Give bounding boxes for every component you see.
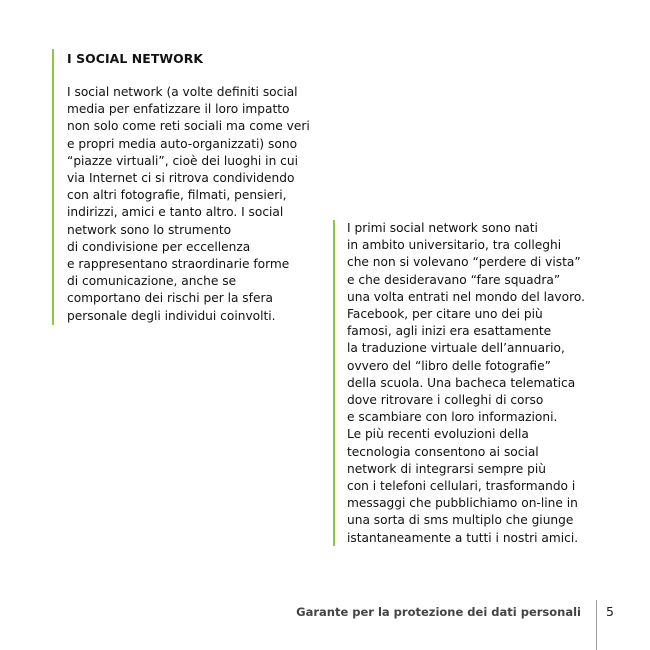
paragraph-line: non solo come reti sociali ma come veri xyxy=(67,119,310,134)
intro-paragraph xyxy=(67,84,332,325)
paragraph-line: tecnologia consentono ai social xyxy=(347,444,539,459)
left-accent-rule xyxy=(52,49,54,325)
paragraph-line: una volta entrati nel mondo del lavoro. xyxy=(347,289,585,304)
paragraph-line: personale degli individui coinvolti. xyxy=(67,308,276,323)
paragraph-line: la traduzione virtuale dell’annuario, xyxy=(347,341,565,356)
paragraph-line: via Internet ci si ritrova condividendo xyxy=(67,171,295,186)
paragraph-line: indirizzi, amici e tanto altro. I social xyxy=(67,205,284,220)
footer-publisher: Garante per la protezione dei dati personali xyxy=(296,605,581,619)
paragraph-line: media per enfatizzare il loro impatto xyxy=(67,102,290,117)
right-accent-rule xyxy=(333,220,335,546)
paragraph-line: di comunicazione, anche se xyxy=(67,274,237,289)
section-heading: I SOCIAL NETWORK xyxy=(67,51,204,66)
paragraph-line: con i telefoni cellulari, trasformando i xyxy=(347,479,576,494)
paragraph-line: dove ritrovare i colleghi di corso xyxy=(347,393,544,408)
paragraph-line: network di integrarsi sempre più xyxy=(347,461,547,476)
paragraph-line: e scambiare con loro informazioni. xyxy=(347,410,558,425)
paragraph-line: network sono lo strumento xyxy=(67,222,232,237)
paragraph-line: Facebook, per citare uno dei più xyxy=(347,307,543,322)
paragraph-line: e propri media auto-organizzati) sono xyxy=(67,136,298,151)
paragraph-line: di condivisione per eccellenza xyxy=(67,239,251,254)
paragraph-line: famosi, agli inizi era esattamente xyxy=(347,324,552,339)
history-paragraph xyxy=(347,220,617,547)
left-text-column xyxy=(67,50,332,325)
paragraph-line: comportano dei rischi per la sfera xyxy=(67,291,273,306)
paragraph-line: in ambito universitario, tra colleghi xyxy=(347,238,562,253)
paragraph-line: e rappresentano straordinarie forme xyxy=(67,257,290,272)
page-number: 5 xyxy=(606,604,614,619)
paragraph-line: della scuola. Una bacheca telematica xyxy=(347,375,576,390)
footer-divider xyxy=(596,600,597,650)
paragraph-line: ovvero del “libro delle fotografie” xyxy=(347,358,551,373)
paragraph-line: con altri fotografie, filmati, pensieri, xyxy=(67,188,287,203)
paragraph-line: messaggi che pubblichiamo on-line in xyxy=(347,496,578,511)
paragraph-line: I social network (a volte definiti social xyxy=(67,85,298,99)
right-text-column xyxy=(347,220,617,547)
paragraph-line: I primi social network sono nati xyxy=(347,221,538,235)
paragraph-line: e che desideravano “fare squadra” xyxy=(347,272,561,287)
paragraph-line: “piazze virtuali”, cioè dei luoghi in cui xyxy=(67,153,298,168)
paragraph-line: che non si volevano “perdere di vista” xyxy=(347,255,581,270)
paragraph-line: una sorta di sms multiplo che giunge xyxy=(347,513,574,528)
paragraph-line: Le più recenti evoluzioni della xyxy=(347,427,529,442)
paragraph-line: istantaneamente a tutti i nostri amici. xyxy=(347,530,579,545)
